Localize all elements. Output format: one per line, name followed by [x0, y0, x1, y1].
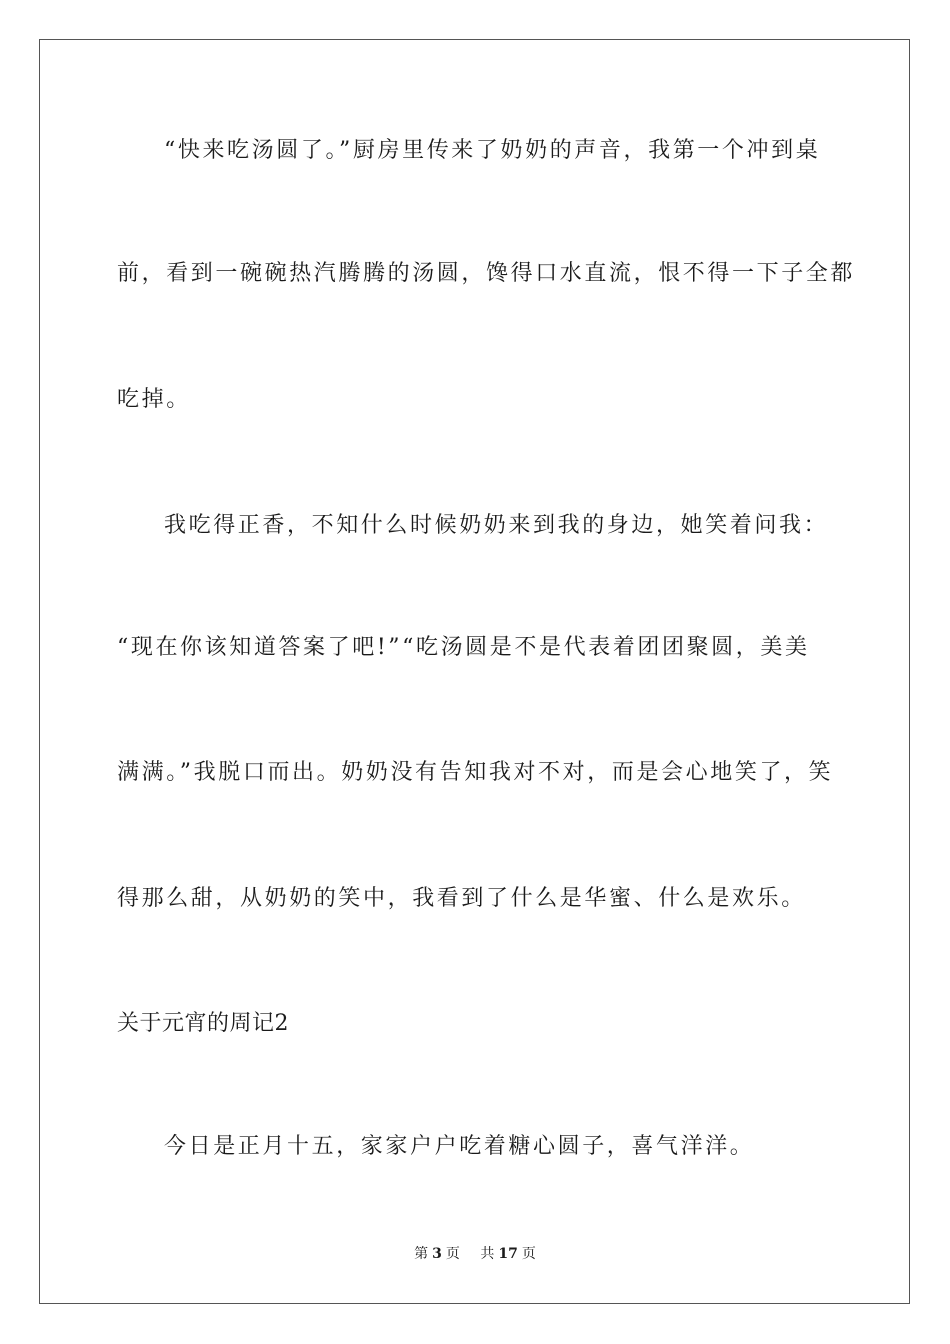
paragraph-line: “现在你该知道答案了吧!”“吃汤圆是不是代表着团团聚圆，美美	[117, 635, 810, 660]
paragraph-line: 得那么甜，从奶奶的笑中，我看到了什么是华蜜、什么是欢乐。	[117, 886, 806, 911]
paragraph-line: 我吃得正香，不知什么时候奶奶来到我的身边，她笑着问我：	[164, 513, 829, 538]
paragraph-line: 满满。”我脱口而出。奶奶没有告知我对不对，而是会心地笑了，笑	[117, 760, 834, 785]
paragraph-line: 吃掉。	[117, 387, 191, 412]
total-pages-indicator: 共 17 页	[480, 1246, 536, 1262]
page-indicator: 第 3 页	[414, 1246, 460, 1262]
page-footer	[0, 1244, 950, 1264]
paragraph-line: “快来吃汤圆了。”厨房里传来了奶奶的声音，我第一个冲到桌	[164, 138, 821, 163]
paragraph-line: 今日是正月十五，家家户户吃着糖心圆子，喜气洋洋。	[164, 1134, 755, 1159]
page-border	[39, 39, 910, 1304]
section-heading: 关于元宵的周记2	[117, 1011, 289, 1036]
paragraph-line: 前，看到一碗碗热汽腾腾的汤圆，馋得口水直流，恨不得一下子全都	[117, 261, 856, 286]
